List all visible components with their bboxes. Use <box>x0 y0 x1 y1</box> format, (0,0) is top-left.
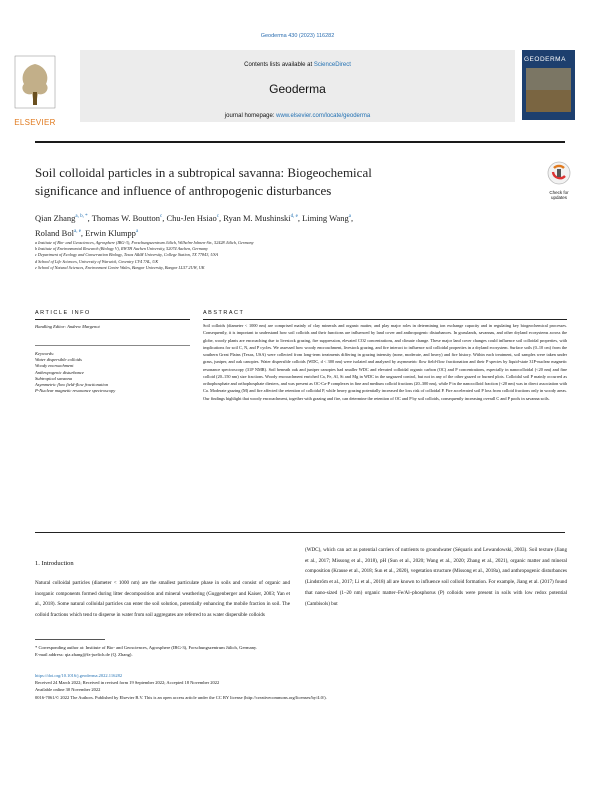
handling-editor: Handling Editor: Andrew Margenot <box>35 324 100 329</box>
intro-left-column: Natural colloidal particles (diameter < 1000 nm) are the smallest particulate phase in soils and consist of organic and inorganic components formed during litter decomposition and mineral weathering (Guggenberger and Kaiser, 2003; Yan et al., 2018). Some natural colloidal particles can enter the soil solution, potentially enhancing the mobile fraction in soil. The colloid fractions which tend to disperse in water from soil aggregates are referred to as water dispersible colloids <box>35 580 290 619</box>
journal-name: Geoderma <box>269 82 326 96</box>
title-line-2: significance and influence of anthropogenic disturbances <box>35 183 332 198</box>
license-note: 0016-7061/© 2022 The Authors. Published by Elsevier B.V. This is an open access article under the CC BY license (http://creativecommons.org/licenses/by/4.0/). <box>35 694 327 700</box>
abstract-end-rule <box>35 532 565 533</box>
affiliation: a Institute of Bio- and Geosciences, Agrosphere (IBG-3), Forschungszentrum Jülich, Wilhelm-Johnen-Str., 52428 Jülich, Germany <box>35 240 254 245</box>
available-online: Available online 30 November 2022 <box>35 687 101 693</box>
contents-line <box>80 62 515 68</box>
authors-line-1: Qian Zhang$^{a, b, *}$, Thomas W. Boutton$^c$, Chu-Jen Hsiao$^c$, Ryan M. Mushinski$^{d, e}$, Liming Wang$^a$, <box>35 212 354 223</box>
author[interactable]: Qian Zhang$^{a, b, *}$ <box>35 212 88 223</box>
author[interactable]: Liming Wang$^a$ <box>302 212 352 223</box>
introduction-heading: 1. Introduction <box>35 560 74 567</box>
keywords-block <box>35 351 195 394</box>
publisher-name: ELSEVIER <box>14 118 56 127</box>
title-line-1: Soil colloidal particles in a subtropical savanna: Biogeochemical <box>35 165 372 180</box>
author[interactable]: Chu-Jen Hsiao$^c$ <box>166 212 219 223</box>
affiliation: e School of Natural Sciences, Environment Centre Wales, Bangor University, Bangor LL57 2UW, UK <box>35 264 205 270</box>
info-subrule <box>35 345 190 346</box>
sciencedirect-link[interactable]: ScienceDirect <box>313 62 351 68</box>
authors-line-2: Roland Bol$^{a, e}$, Erwin Klumpp$^a$ <box>35 227 139 238</box>
info-rule <box>35 319 190 320</box>
homepage-link[interactable]: www.elsevier.com/locate/geoderma <box>276 113 371 119</box>
check-updates-label: Check for updates <box>549 190 569 200</box>
keyword: Woody encroachment <box>35 363 74 369</box>
author-list <box>35 210 535 240</box>
article-meta <box>35 672 565 701</box>
affiliations <box>35 240 555 271</box>
keyword: P-Nuclear magnetic resonance spectroscopy <box>35 388 116 394</box>
author[interactable]: Erwin Klumpp$^a$ <box>85 227 139 238</box>
contents-prefix: Contents lists available at <box>244 62 314 68</box>
keyword: Anthropogenic disturbance <box>35 369 84 375</box>
article-title <box>35 164 495 200</box>
keyword: Water dispersible colloids <box>35 357 82 363</box>
check-updates-icon[interactable] <box>546 160 572 190</box>
footnote-rule <box>35 639 105 640</box>
doi-link[interactable]: https://doi.org/10.1016/j.geoderma.2022.116282 <box>35 673 123 678</box>
header-divider <box>35 141 565 143</box>
article-info-header: ARTICLE INFO <box>35 310 91 316</box>
author[interactable]: Ryan M. Mushinski$^{d, e}$ <box>223 212 298 223</box>
affiliation: c Department of Ecology and Conservation Biology, Texas A&M University, College Station, TX 77843, USA <box>35 252 219 258</box>
journal-reference[interactable]: Geoderma 430 (2023) 116282 <box>260 33 335 39</box>
email-note[interactable]: E-mail address: qia.zhang@fz-juelich.de (Q. Zhang). <box>35 652 133 657</box>
keyword: Subtropical savanna <box>35 375 72 381</box>
author[interactable]: Thomas W. Boutton$^c$ <box>91 212 163 223</box>
cover-title: GEODERMA <box>524 56 566 63</box>
abstract-text: Soil colloids (diameter < 1000 nm) are comprised mainly of clay minerals and organic matter, and play major roles in determining ion exchange capacity and in regulating key biogeochemical processes. Consequently, it is important to understand how soil colloids and their functions are influenced by land cover and anthropogenic disturbances. In grasslands, savannas, and other dryland ecosystems across the globe, woody plants are encroaching due to livestock grazing, fire suppression, elevated CO2 concentrations, and climate change. These major land cover changes could influence soil colloidal properties, with implications for soil C, N, and P cycles. We assessed how woody encroachment, livestock grazing, and fire interact to influence soil colloidal properties in a dryland ecosystem. Surface soils (0–10 cm) from the southern Great Plains (Texas, USA) were collected from long-term treatments differing in grazing intensity (none, moderate, and heavy) and fire history. Within each treatment, soil samples were taken under grass, juniper, and oak canopies. Water dispersible colloids (WDC, d < 300 nm) were isolated and analyzed by asymmetric flow field-flow fractionation and their P species by liquid-state 31P-nuclear magnetic resonance spectroscopy (31P NMR). Soil beneath oak and juniper canopies had smaller WDC and elevated colloidal organic carbon (OC) and P concentrations, especially in nanocolloidal (<20 nm) and fine colloid (20–150 nm) size fractions. Woody encroachment enriched Ca, Fe, Al, Si and Mg in WDC in the ungrazed control, but not in any of the other grazed or burned plots. Colloidal soil P mainly occurred as orthophosphate and orthophosphate diesters, and was present as OC-Ca-P complexes in fine and medium colloid fractions (20–300 nm), while P in the nanocolloid fraction (<20 nm) was in direct association with Ca. Moderate grazing (M) and fire affected the retention of colloidal P, while heavy grazing potentially increased the loss risk of colloidal P. Fire accelerated soil P loss from colloid fractions only in woody areas. Our findings highlight that woody encroachment, together with grazing and fire, can determine the retention of OC and P by soil colloids, consequently increasing overall C and P pools in savanna soils. <box>203 323 567 401</box>
elsevier-tree-logo <box>10 52 60 114</box>
affiliation: b Institute of Environmental Research (Biology V), RWTH Aachen University, 52074 Aachen, Germany <box>35 246 208 252</box>
homepage-prefix: journal homepage: <box>224 113 277 119</box>
affiliation: d School of Life Sciences, University of Warwick, Coventry CV4 7AL, UK <box>35 258 159 264</box>
keyword: Asymmetric flow field-flow fractionation <box>35 382 109 388</box>
abstract-rule <box>203 319 567 320</box>
keywords-label: Keywords: <box>35 351 55 356</box>
homepage-line <box>80 113 515 119</box>
intro-right-column: (WDC), which can act as potential carriers of nutrients to groundwater (Séquaris and Lewandowski, 2003). Soil texture (Jiang et al., 2017; Missong et al., 2018), pH (Sun et al., 2020; Wang et al., 2020; Zhang et al., 2021), organic matter and mineral composition (Krause et al., 2018; Sun et al., 2020), vegetation structure (Missong et al., 2018a), and anthropogenic disturbances (Lindström et al., 2017; Li et al., 2018) all are known to influence soil colloid formation. For example, Jiang et al. (2017) found that nano-sized (1–20 nm) organic matter–Fe/Al–phosphorus (P) colloids were present in soils with low redox potential (Cambisols) but <box>305 547 567 607</box>
received-dates: Received 24 March 2022; Received in revised form 19 September 2022; Accepted 18 November 2022 <box>35 680 220 686</box>
author[interactable]: Roland Bol$^{a, e}$ <box>35 227 81 238</box>
abstract-header: ABSTRACT <box>203 310 245 316</box>
footnote <box>35 644 565 658</box>
corresponding-author-note: * Corresponding author at: Institute of Bio- and Geosciences, Agrosphere (IBG-3), Forschungszentrum Jülich, Germany. <box>35 645 258 650</box>
